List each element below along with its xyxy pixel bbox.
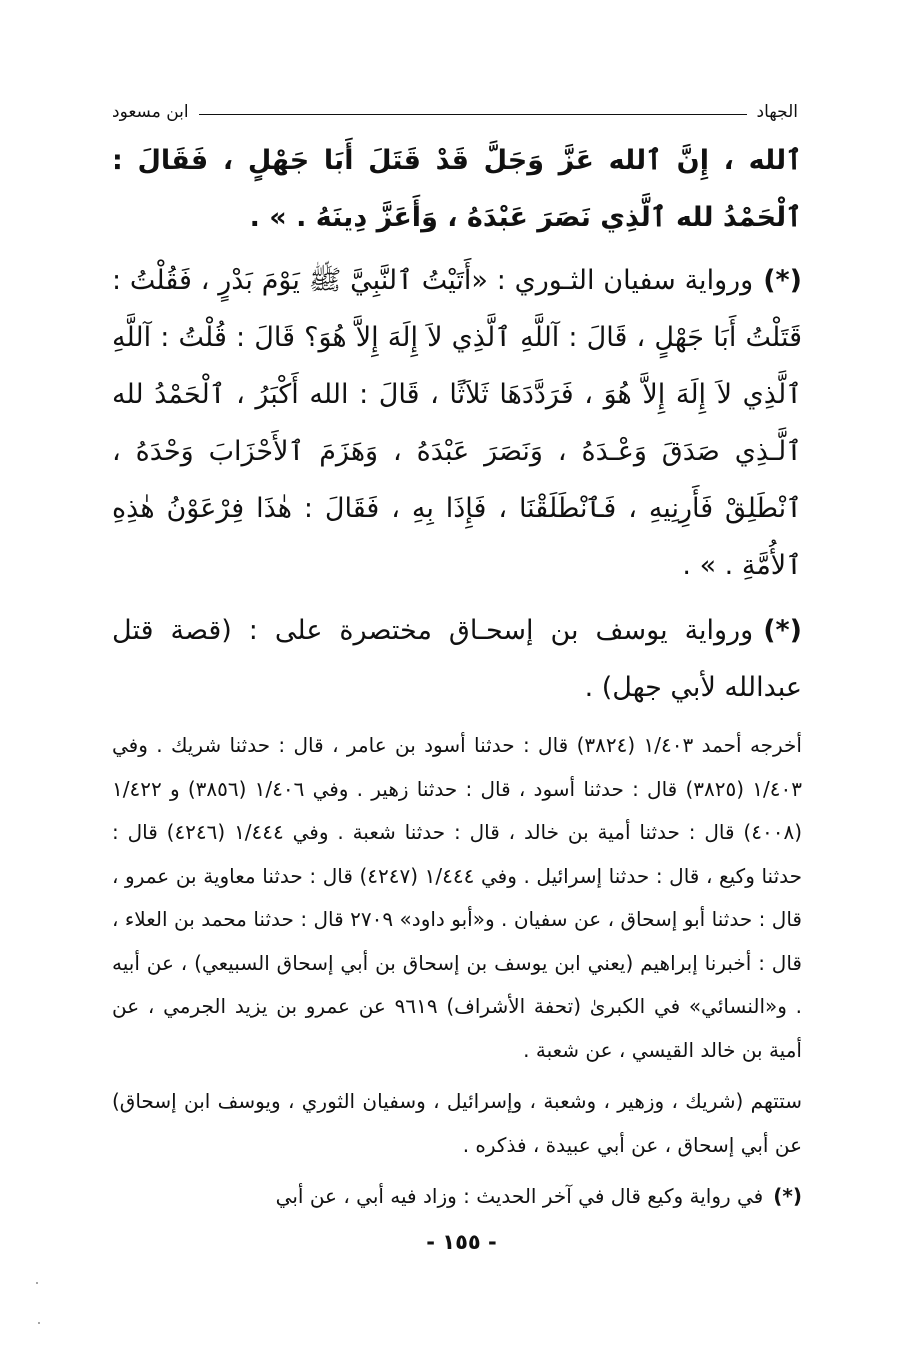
narration-sufyan: [112, 252, 802, 594]
page-number: - ١٥٥ -: [426, 1230, 497, 1254]
narration-sufyan-text: ورواية سفيان الثـوري : «أَتَيْتُ ٱلنَّبِيَّ ﷺ يَوْمَ بَدْرٍ ، فَقُلْتُ : قَتَلْتُ أَبَا جَهْلٍ ، قَالَ : آللَّهِ ٱلَّذِي لاَ إِلَهَ إِلاَّ هُوَ؟ قَالَ : قُلْتُ : آللَّهِ ٱلَّذِي لاَ إِلَهَ إِلاَّ هُوَ ، فَرَدَّدَهَا ثَلاَثًا ، قَالَ : الله أَكْبَرُ ، ٱلْحَمْدُ لله ٱلَّـذِي صَدَقَ وَعْـدَهُ ، وَنَصَرَ عَبْدَهُ ، وَهَزَمَ ٱلأَحْزَابَ وَحْدَهُ ، ٱنْطَلِقْ فَأَرِنِيهِ ، فَٱنْطَلَقْنَا ، فَإِذَا بِهِ ، فَقَالَ : هٰذَا فِرْعَوْنُ هٰذِهِ ٱلأُمَّةِ . » .: [112, 265, 802, 581]
running-header: [112, 96, 798, 122]
header-rule: [199, 114, 747, 115]
asterisk-marker: (*): [773, 1184, 802, 1208]
narration-yusuf: [112, 602, 802, 716]
waki-narration-text: في رواية وكيع قال في آخر الحديث : وزاد فيه أبي ، عن أبي: [275, 1184, 764, 1208]
hadith-text-continuation: ٱلله ، إِنَّ ٱلله عَزَّ وَجَلَّ قَدْ قَتَلَ أَبَا جَهْلٍ ، فَقَالَ : ٱلْحَمْدُ لله ٱلَّذِي نَصَرَ عَبْدَهُ ، وَأَعَزَّ دِينَهُ . » .: [112, 145, 802, 233]
header-section-title: الجهاد: [756, 102, 798, 122]
isnad-summary-paragraph: ستتهم (شريك ، وزهير ، وشعبة ، وإسرائيل ، وسفيان الثوري ، ويوسف ابن إسحاق) عن أبي إسحاق ، عن أبي عبيدة ، فذكره .: [112, 1089, 802, 1157]
scan-speck: [36, 1282, 38, 1284]
header-author: ابن مسعود: [112, 102, 189, 122]
waki-narration-note: [112, 1175, 802, 1219]
scan-speck: [38, 1322, 40, 1324]
narration-yusuf-text: ورواية يوسف بن إسحـاق مختصرة على : (قصة قتل عبدالله لأبي جهل) .: [112, 615, 802, 703]
asterisk-marker: (*): [763, 615, 802, 646]
page-body: [112, 132, 802, 1227]
takhrij-paragraph: أخرجه أحمد ١/٤٠٣ (٣٨٢٤) قال : حدثنا أسود بن عامر ، قال : حدثنا شريك . وفي ١/٤٠٣ (٣٨٢٥) قال : حدثنا أسود ، قال : حدثنا زهير . وفي ١/٤٠٦ (٣٨٥٦) و ١/٤٢٢ (٤٠٠٨) قال : حدثنا أمية بن خالد ، قال : حدثنا شعبة . وفي ١/٤٤٤ (٤٢٤٦) قال : حدثنا وكيع ، قال : حدثنا إسرائيل . وفي ١/٤٤٤ (٤٢٤٧) قال : حدثنا معاوية بن عمرو ، قال : حدثنا أبو إسحاق ، عن سفيان . و«أبو داود» ٢٧٠٩ قال : حدثنا محمد بن العلاء ، قال : أخبرنا إبراهيم (يعني ابن يوسف بن إسحاق بن أبي إسحاق السبيعي) ، عن أبيه . و«النسائي» في الكبرىٰ (تحفة الأشراف) ٩٦١٩ عن عمرو بن يزيد الجرمي ، عن أمية بن خالد القيسي ، عن شعبة .: [112, 733, 803, 1062]
asterisk-marker: (*): [763, 265, 802, 296]
